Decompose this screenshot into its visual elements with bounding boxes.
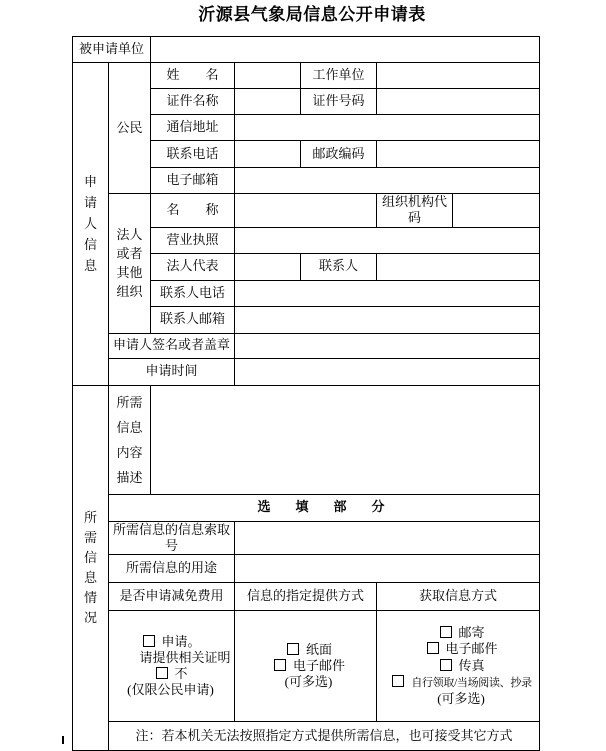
signature-field[interactable]: [235, 333, 540, 358]
index-no-field[interactable]: [235, 521, 540, 555]
index-no-label: 所需信息的信息索取号: [109, 521, 235, 555]
obtain-option-mail: 邮寄: [385, 625, 539, 641]
cert-no-label: 证件号码: [301, 89, 377, 115]
postal-code-label: 邮政编码: [301, 141, 377, 168]
fee-note: (仅限公民申请): [127, 682, 214, 698]
contact-phone-label: 联系人电话: [151, 280, 235, 306]
paper-checkbox[interactable]: [287, 643, 299, 655]
delivery-multi-note: (可多选): [284, 674, 333, 690]
email-obtain-checkbox[interactable]: [427, 642, 439, 654]
fee-options-cell: [109, 611, 235, 722]
legal-rep-field[interactable]: [235, 253, 301, 280]
fee-option-no: 不: [109, 666, 234, 682]
contact-person-field[interactable]: [377, 253, 540, 280]
optional-part-header: 选 填 部 分: [109, 494, 540, 521]
purpose-label: 所需信息的用途: [109, 555, 235, 583]
requested-unit-field[interactable]: [151, 37, 540, 63]
cert-name-field[interactable]: [235, 89, 301, 115]
signature-label: 申请人签名或者盖章: [109, 333, 235, 358]
org-name-field[interactable]: [235, 194, 377, 228]
obtain-multi-note: (可多选): [437, 690, 485, 706]
postal-code-field[interactable]: [377, 141, 540, 168]
footer-note: 注：若本机关无法按照指定方式提供所需信息，也可接受其它方式: [109, 722, 540, 751]
phone-label: 联系电话: [151, 141, 235, 168]
applicant-info-section-label: 申请人信息: [73, 63, 109, 386]
person-name-label: 姓 名: [151, 63, 235, 89]
obtain-column-header: 获取信息方式: [377, 583, 540, 611]
email-label: 电子邮箱: [151, 168, 235, 194]
delivery-option-email: 电子邮件: [243, 658, 376, 674]
obtain-options-cell: [377, 611, 540, 722]
contact-person-label: 联系人: [301, 253, 377, 280]
delivery-column-header: 信息的指定提供方式: [235, 583, 377, 611]
mail-checkbox[interactable]: [440, 626, 452, 638]
purpose-field[interactable]: [235, 555, 540, 583]
page-title: 沂源县气象局信息公开申请表: [198, 5, 426, 24]
obtain-option-fax: 传真: [385, 658, 539, 674]
org-name-label: 名 称: [151, 194, 235, 228]
fax-checkbox[interactable]: [440, 659, 452, 671]
apply-time-field[interactable]: [235, 358, 540, 385]
delivery-options-cell: [235, 611, 377, 722]
legal-org-group-label: 法人或者其他组织: [109, 194, 151, 334]
apply-time-label: 申请时间: [109, 358, 235, 385]
contact-phone-field[interactable]: [235, 280, 540, 306]
fee-apply-hint: 请提供相关证明: [139, 649, 231, 665]
fee-column-header: 是否申请减免费用: [109, 583, 235, 611]
business-license-field[interactable]: [235, 227, 540, 253]
business-license-label: 营业执照: [151, 227, 235, 253]
address-field[interactable]: [235, 115, 540, 141]
phone-field[interactable]: [235, 141, 301, 168]
fee-option-apply: 申请。: [109, 634, 234, 650]
cert-name-label: 证件名称: [151, 89, 235, 115]
obtain-option-email: 电子邮件: [385, 641, 539, 657]
fee-apply-checkbox[interactable]: [143, 635, 155, 647]
contact-email-field[interactable]: [235, 306, 540, 333]
content-desc-field[interactable]: [151, 385, 540, 494]
email-field[interactable]: [235, 168, 540, 194]
content-desc-label: 所需信息内容描述: [109, 385, 151, 494]
org-code-field[interactable]: [453, 194, 540, 228]
application-form-table: [72, 36, 540, 751]
obtain-option-self-pickup: 自行领取/当场阅读、抄录: [385, 674, 539, 691]
info-section-label: 所需信息情况: [73, 385, 109, 751]
cert-no-field[interactable]: [377, 89, 540, 115]
work-unit-field[interactable]: [377, 63, 540, 89]
work-unit-label: 工作单位: [301, 63, 377, 89]
contact-email-label: 联系人邮箱: [151, 306, 235, 333]
self-pickup-checkbox[interactable]: [392, 675, 404, 687]
address-label: 通信地址: [151, 115, 235, 141]
email-delivery-checkbox[interactable]: [274, 659, 286, 671]
fee-no-checkbox[interactable]: [156, 667, 168, 679]
citizen-group-label: 公民: [109, 63, 151, 194]
person-name-field[interactable]: [235, 63, 301, 89]
requested-unit-label: 被申请单位: [73, 37, 151, 63]
org-code-label: 组织机构代码: [377, 194, 453, 228]
cursor-mark: [62, 736, 64, 744]
legal-rep-label: 法人代表: [151, 253, 235, 280]
delivery-option-paper: 纸面: [243, 642, 376, 658]
